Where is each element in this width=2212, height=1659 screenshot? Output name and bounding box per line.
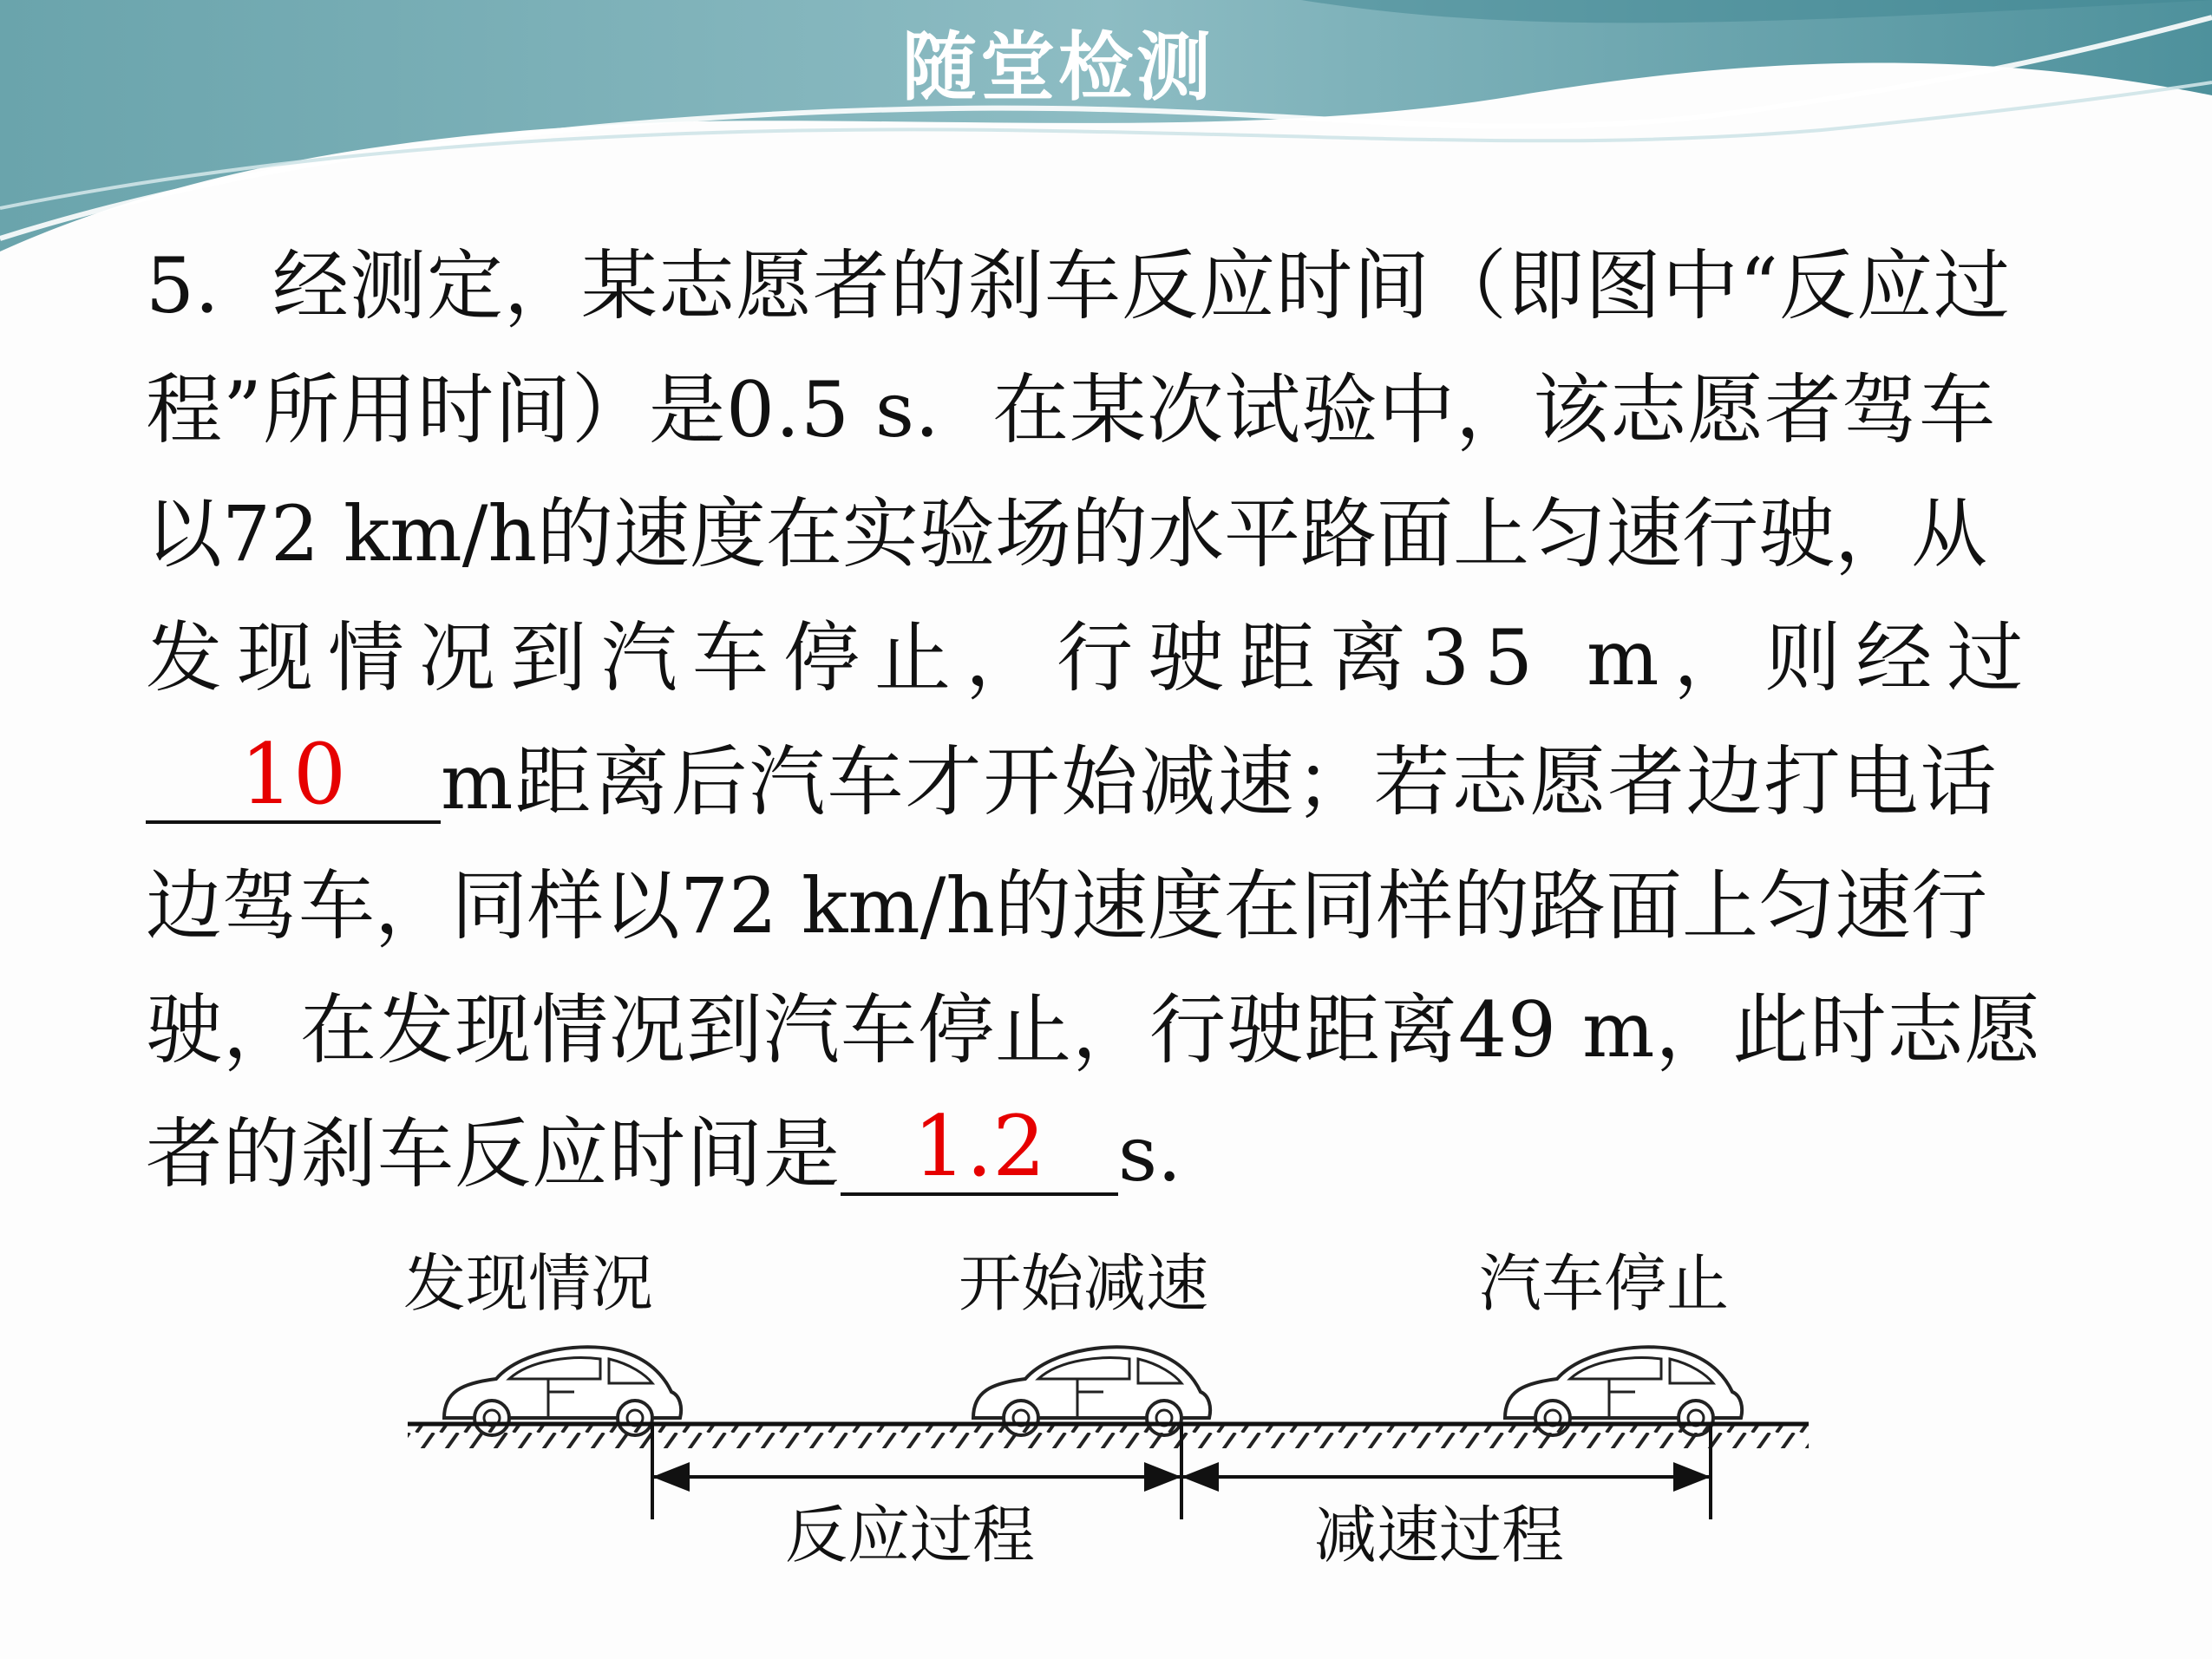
question-line-8-text: 者的刹车反应时间是 [146,1109,841,1199]
question-line-3: 以72 km/h的速度在实验场的水平路面上匀速行驶，从 [146,489,1988,578]
question-line-4: 发现情况到汽车停止，行驶距离35 m，则经过 [146,613,2039,702]
banner-title: 随堂检测 [902,24,1214,111]
arrow-reaction [652,1462,1181,1492]
question-line-8-end: s. [1118,1109,1182,1199]
question-text [146,224,2073,1216]
answer-blank-2 [841,1098,1118,1196]
question-line-5-text: m距离后汽车才开始减速；若志愿者边打电话 [441,737,1999,826]
stage-label-stop: 汽车停止 [1479,1247,1730,1320]
question-line-6: 边驾车，同样以72 km/h的速度在同样的路面上匀速行 [146,861,1988,950]
diagram-drawing [0,1214,2212,1659]
question-line-8 [146,1092,2073,1216]
answer-blank-1 [146,726,441,824]
interval-label-braking: 减速过程 [1314,1499,1565,1571]
stage-label-detect: 发现情况 [403,1247,654,1320]
question-line-2: 程”所用时间）是0.5 s．在某次试验中，该志愿者驾车 [146,365,1997,454]
question-line-1: 5．经测定，某志愿者的刹车反应时间（即图中“反应过 [146,241,2011,330]
arrow-braking [1181,1462,1711,1492]
answer-2: 1.2 [913,1098,1046,1195]
question-line-7: 驶，在发现情况到汽车停止，行驶距离49 m，此时志愿 [146,985,2042,1074]
answer-1: 10 [239,726,347,823]
interval-label-reaction: 反应过程 [785,1499,1036,1571]
ground-hatching [408,1426,1809,1448]
question-line-5 [146,720,2073,844]
braking-diagram [0,1214,2212,1659]
stage-label-brake: 开始减速 [959,1247,1209,1320]
